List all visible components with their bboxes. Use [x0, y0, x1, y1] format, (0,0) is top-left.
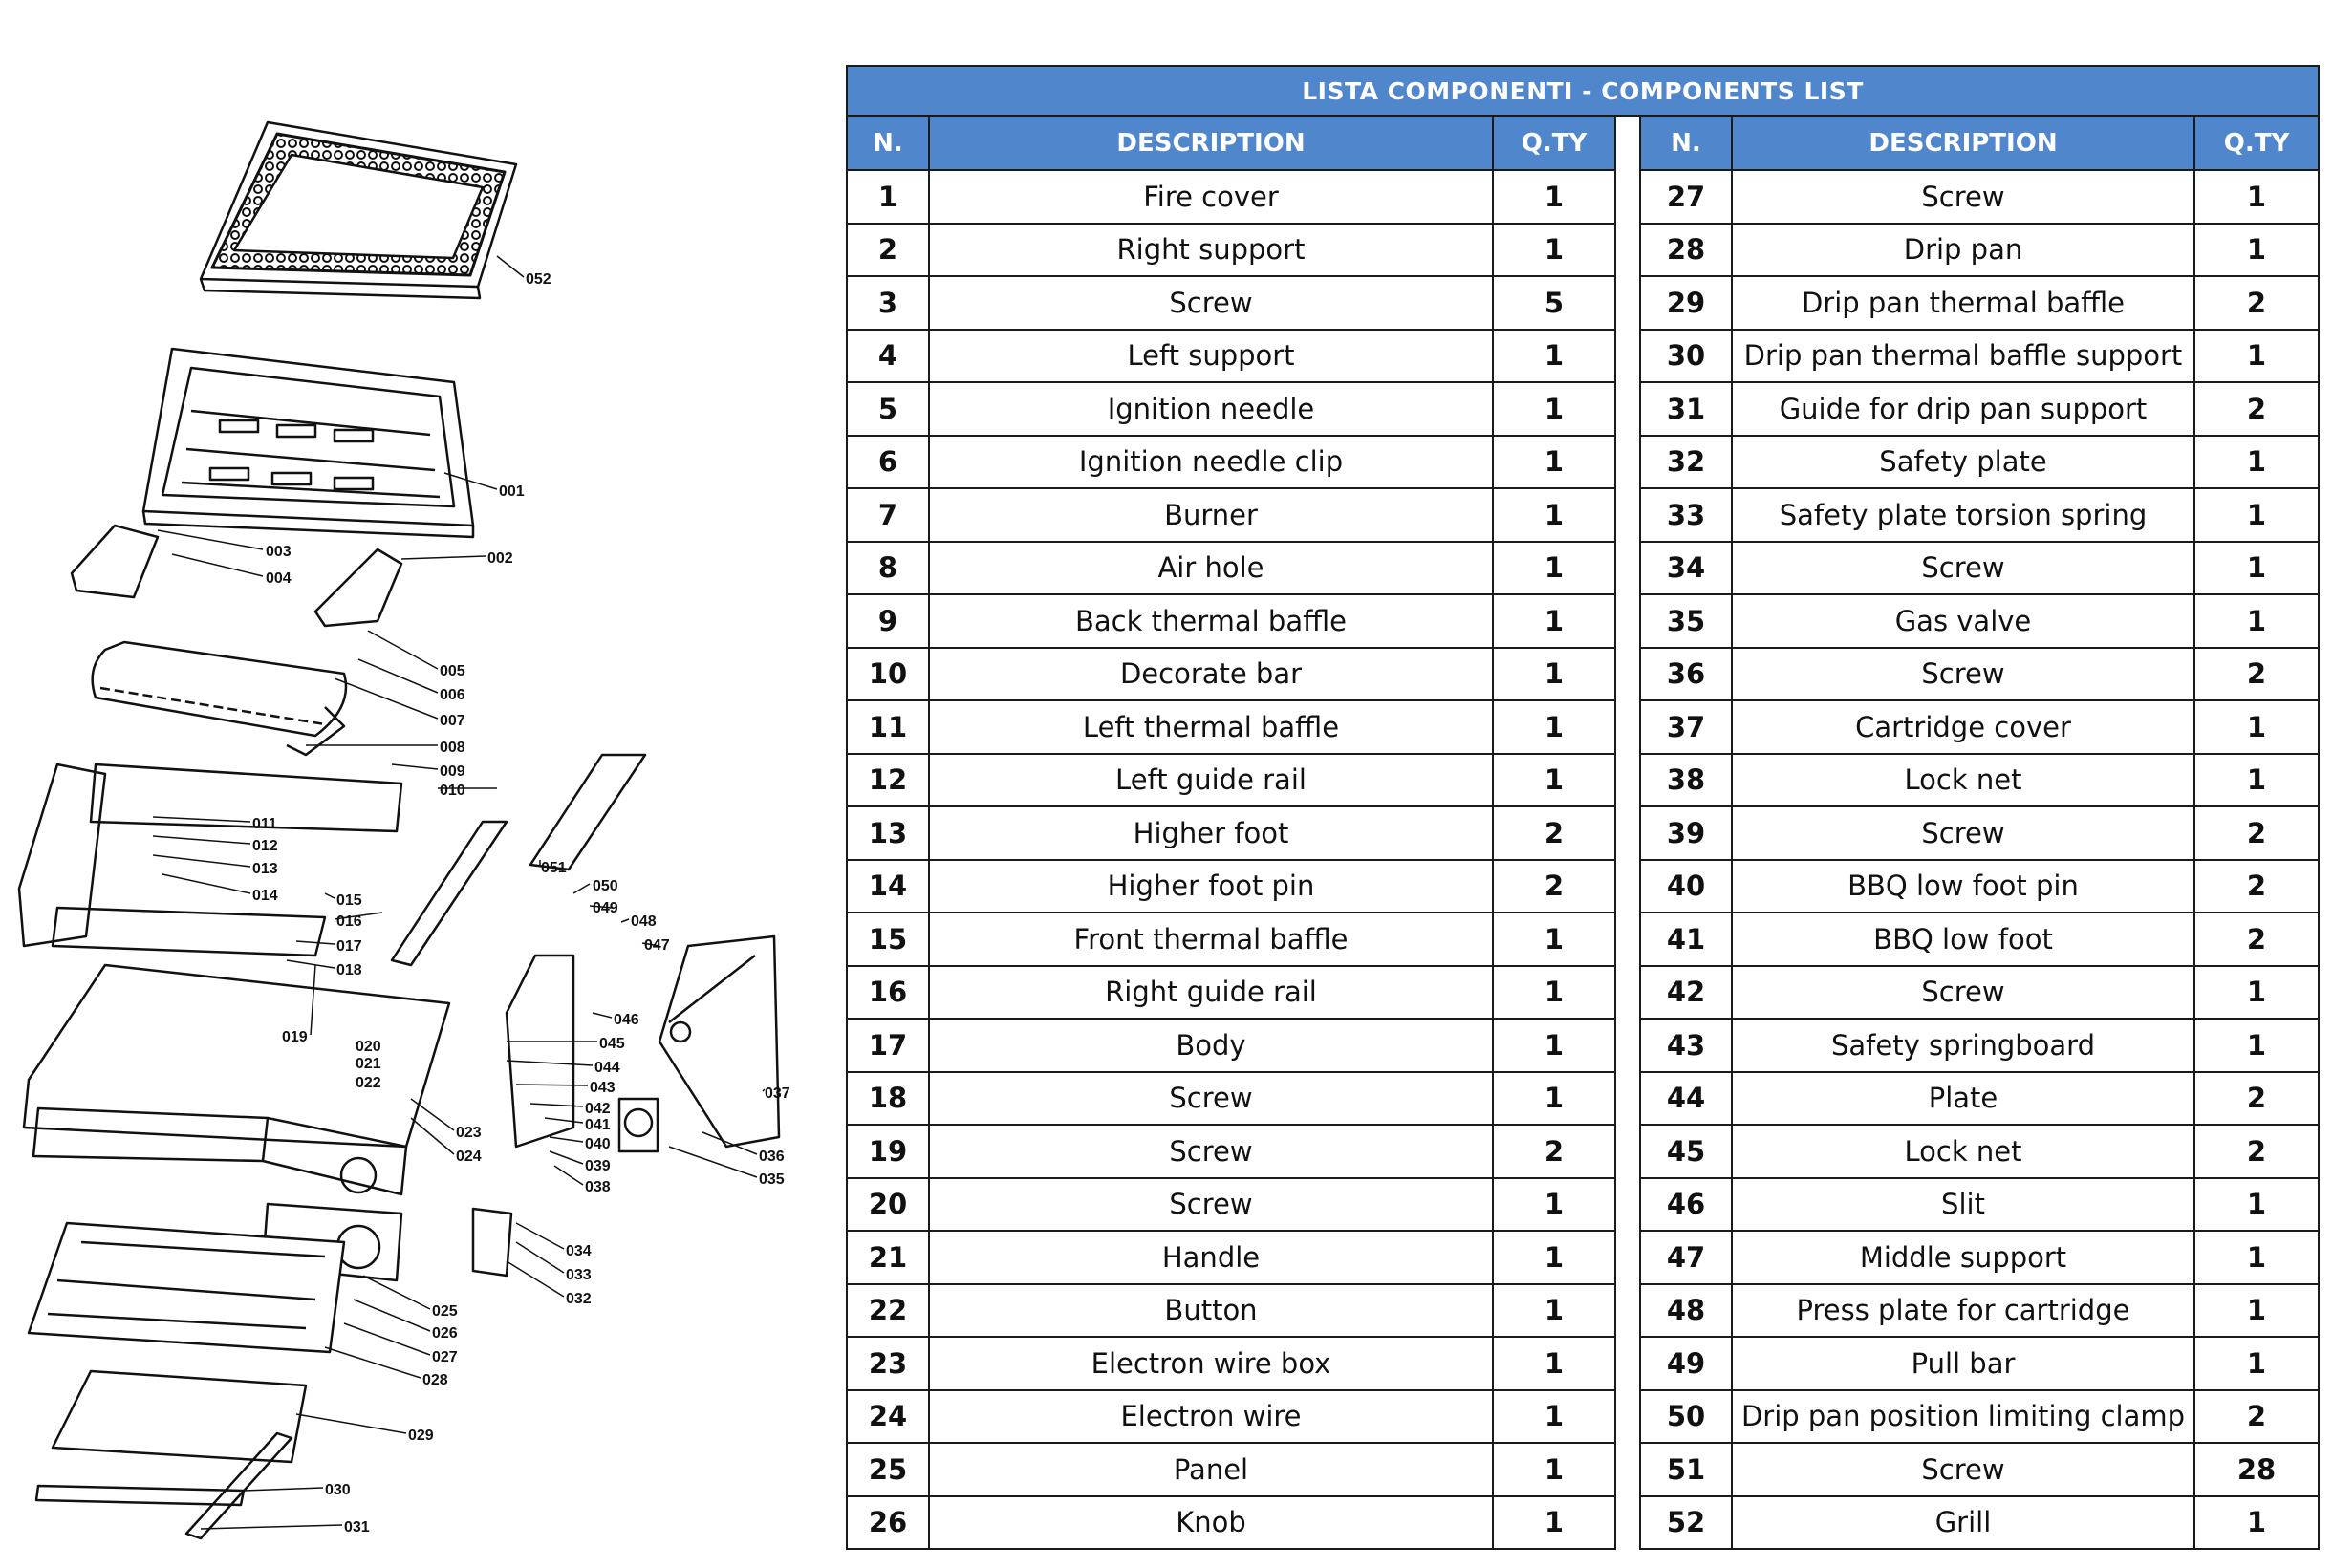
part-quantity: 1	[1493, 1390, 1615, 1444]
part-description: Slit	[1732, 1178, 2194, 1232]
callout-041: 041	[585, 1117, 611, 1133]
part-number: 49	[1640, 1337, 1732, 1390]
table-row	[847, 276, 2319, 330]
part-number: 38	[1640, 754, 1732, 807]
callout-019: 019	[282, 1029, 308, 1045]
front-thermal-baffle-part	[53, 908, 325, 956]
table-separator	[1615, 542, 1640, 595]
part-number: 1	[847, 170, 929, 224]
part-quantity: 1	[2194, 436, 2319, 489]
part-number: 37	[1640, 700, 1732, 754]
part-number: 23	[847, 1337, 929, 1390]
callout-016: 016	[336, 913, 362, 930]
part-quantity: 2	[1493, 1125, 1615, 1178]
part-number: 46	[1640, 1178, 1732, 1232]
part-description: Plate	[1732, 1072, 2194, 1126]
col-header-qty-left: Q.TY	[1493, 116, 1615, 170]
part-description: Gas valve	[1732, 594, 2194, 648]
callout-045: 045	[599, 1036, 625, 1052]
part-quantity: 1	[1493, 1231, 1615, 1284]
callout-049: 049	[593, 900, 618, 916]
table-separator	[1615, 1231, 1640, 1284]
callout-006: 006	[440, 687, 465, 703]
callout-023: 023	[456, 1125, 482, 1141]
part-number: 17	[847, 1019, 929, 1072]
part-quantity: 2	[2194, 913, 2319, 966]
part-number: 21	[847, 1231, 929, 1284]
part-quantity: 1	[1493, 1072, 1615, 1126]
part-number: 10	[847, 648, 929, 701]
table-separator	[1615, 224, 1640, 277]
part-number: 40	[1640, 860, 1732, 913]
grill-part	[201, 122, 516, 298]
part-number: 31	[1640, 382, 1732, 436]
table-separator	[1615, 754, 1640, 807]
table-separator	[1615, 1178, 1640, 1232]
table-separator	[1615, 488, 1640, 542]
part-quantity: 1	[1493, 1284, 1615, 1338]
drip-pan-support-part	[186, 1433, 292, 1538]
part-quantity: 1	[2194, 1337, 2319, 1390]
part-description: Cartridge cover	[1732, 700, 2194, 754]
part-description: Back thermal baffle	[929, 594, 1493, 648]
part-quantity: 2	[1493, 860, 1615, 913]
part-description: Higher foot	[929, 806, 1493, 860]
part-number: 50	[1640, 1390, 1732, 1444]
part-quantity: 1	[2194, 1019, 2319, 1072]
col-header-description-right: DESCRIPTION	[1732, 116, 2194, 170]
part-number: 7	[847, 488, 929, 542]
part-quantity: 1	[2194, 966, 2319, 1020]
part-number: 34	[1640, 542, 1732, 595]
part-number: 16	[847, 966, 929, 1020]
part-quantity: 28	[2194, 1443, 2319, 1496]
callout-027: 027	[432, 1349, 458, 1365]
table-row	[847, 648, 2319, 701]
part-number: 39	[1640, 806, 1732, 860]
part-description: Burner	[929, 488, 1493, 542]
part-description: Left support	[929, 330, 1493, 383]
part-quantity: 1	[1493, 542, 1615, 595]
part-description: Screw	[929, 1178, 1493, 1232]
table-row	[847, 966, 2319, 1020]
part-description: Electron wire	[929, 1390, 1493, 1444]
part-description: Pull bar	[1732, 1337, 2194, 1390]
callout-038: 038	[585, 1179, 611, 1195]
part-quantity: 1	[1493, 170, 1615, 224]
part-description: Grill	[1732, 1496, 2194, 1550]
callout-035: 035	[759, 1171, 785, 1188]
part-quantity: 1	[1493, 330, 1615, 383]
callout-017: 017	[336, 938, 362, 955]
part-description: BBQ low foot	[1732, 913, 2194, 966]
part-number: 11	[847, 700, 929, 754]
part-number: 15	[847, 913, 929, 966]
part-description: Panel	[929, 1443, 1493, 1496]
callout-010: 010	[440, 783, 465, 799]
part-quantity: 2	[2194, 1125, 2319, 1178]
part-quantity: 5	[1493, 276, 1615, 330]
part-number: 51	[1640, 1443, 1732, 1496]
part-description: Knob	[929, 1496, 1493, 1550]
part-description: Middle support	[1732, 1231, 2194, 1284]
part-number: 30	[1640, 330, 1732, 383]
part-quantity: 1	[2194, 700, 2319, 754]
part-number: 19	[847, 1125, 929, 1178]
table-separator	[1615, 1443, 1640, 1496]
exploded-view-diagram	[0, 0, 841, 1568]
cartridge-cover-part	[659, 936, 779, 1147]
part-quantity: 1	[1493, 1178, 1615, 1232]
callout-030: 030	[325, 1482, 351, 1498]
left-guide-rail-part	[392, 822, 507, 965]
part-description: Screw	[1732, 1443, 2194, 1496]
callout-048: 048	[631, 913, 657, 930]
table-row	[847, 1231, 2319, 1284]
part-description: Right guide rail	[929, 966, 1493, 1020]
callout-040: 040	[585, 1136, 611, 1152]
part-quantity: 2	[2194, 860, 2319, 913]
body-part	[24, 965, 449, 1194]
table-separator	[1615, 594, 1640, 648]
callout-044: 044	[594, 1060, 620, 1076]
components-list-table	[846, 65, 2320, 1550]
part-number: 28	[1640, 224, 1732, 277]
part-description: Drip pan	[1732, 224, 2194, 277]
callout-018: 018	[336, 962, 362, 978]
table-separator	[1615, 1390, 1640, 1444]
part-number: 41	[1640, 913, 1732, 966]
part-description: Drip pan position limiting clamp	[1732, 1390, 2194, 1444]
table-separator	[1615, 806, 1640, 860]
table-separator	[1615, 170, 1640, 224]
table-separator	[1615, 1072, 1640, 1126]
right-support-part	[315, 549, 401, 626]
part-description: Body	[929, 1019, 1493, 1072]
part-description: Front thermal baffle	[929, 913, 1493, 966]
callout-012: 012	[252, 838, 278, 854]
callout-025: 025	[432, 1303, 458, 1320]
table-row	[847, 754, 2319, 807]
part-number: 47	[1640, 1231, 1732, 1284]
part-quantity: 1	[2194, 170, 2319, 224]
part-quantity: 1	[1493, 966, 1615, 1020]
col-header-description-left: DESCRIPTION	[929, 116, 1493, 170]
table-row	[847, 1390, 2319, 1444]
part-number: 45	[1640, 1125, 1732, 1178]
table-title: LISTA COMPONENTI - COMPONENTS LIST	[847, 66, 2319, 116]
part-number: 4	[847, 330, 929, 383]
table-row	[847, 224, 2319, 277]
part-quantity: 1	[2194, 224, 2319, 277]
part-quantity: 1	[1493, 594, 1615, 648]
callout-034: 034	[566, 1243, 592, 1259]
part-description: Safety plate torsion spring	[1732, 488, 2194, 542]
part-number: 9	[847, 594, 929, 648]
part-quantity: 1	[1493, 382, 1615, 436]
part-description: Handle	[929, 1231, 1493, 1284]
table-row	[847, 1072, 2319, 1126]
burner-part	[93, 642, 346, 755]
part-quantity: 1	[1493, 488, 1615, 542]
callout-031: 031	[344, 1519, 370, 1536]
part-quantity: 1	[1493, 1019, 1615, 1072]
part-quantity: 1	[1493, 224, 1615, 277]
callout-020: 020	[356, 1039, 381, 1055]
callout-024: 024	[456, 1149, 482, 1165]
part-number: 22	[847, 1284, 929, 1338]
table-separator	[1615, 648, 1640, 701]
part-quantity: 1	[2194, 754, 2319, 807]
part-description: Decorate bar	[929, 648, 1493, 701]
part-quantity: 1	[2194, 488, 2319, 542]
part-number: 12	[847, 754, 929, 807]
callout-047: 047	[644, 937, 670, 954]
part-description: Lock net	[1732, 1125, 2194, 1178]
table-row	[847, 1496, 2319, 1550]
part-description: Drip pan thermal baffle support	[1732, 330, 2194, 383]
table-row	[847, 488, 2319, 542]
part-description: Screw	[1732, 966, 2194, 1020]
part-quantity: 1	[2194, 1284, 2319, 1338]
decorate-bar-part	[530, 755, 645, 870]
part-description: BBQ low foot pin	[1732, 860, 2194, 913]
part-description: Drip pan thermal baffle	[1732, 276, 2194, 330]
callout-013: 013	[252, 861, 278, 877]
table-separator	[1615, 1125, 1640, 1178]
callout-051: 051	[541, 860, 567, 876]
part-number: 42	[1640, 966, 1732, 1020]
callout-042: 042	[585, 1101, 611, 1117]
part-quantity: 1	[2194, 594, 2319, 648]
callout-043: 043	[590, 1080, 616, 1096]
part-description: Button	[929, 1284, 1493, 1338]
callout-021: 021	[356, 1056, 381, 1072]
part-description: Screw	[929, 276, 1493, 330]
part-description: Screw	[929, 1072, 1493, 1126]
part-description: Screw	[929, 1125, 1493, 1178]
part-number: 43	[1640, 1019, 1732, 1072]
part-quantity: 2	[2194, 648, 2319, 701]
table-row	[847, 806, 2319, 860]
callout-028: 028	[422, 1372, 448, 1388]
part-number: 26	[847, 1496, 929, 1550]
callout-037: 037	[765, 1085, 790, 1102]
table-separator	[1615, 276, 1640, 330]
table-row	[847, 1337, 2319, 1390]
callout-052: 052	[526, 271, 551, 288]
part-description: Safety springboard	[1732, 1019, 2194, 1072]
callout-004: 004	[266, 570, 292, 587]
part-number: 24	[847, 1390, 929, 1444]
callout-033: 033	[566, 1267, 592, 1283]
table-row	[847, 1284, 2319, 1338]
part-description: Screw	[1732, 648, 2194, 701]
callout-007: 007	[440, 713, 465, 729]
callout-026: 026	[432, 1325, 458, 1342]
table-separator	[1615, 913, 1640, 966]
part-description: Safety plate	[1732, 436, 2194, 489]
callout-036: 036	[759, 1149, 785, 1165]
part-number: 52	[1640, 1496, 1732, 1550]
part-number: 14	[847, 860, 929, 913]
part-number: 6	[847, 436, 929, 489]
callout-015: 015	[336, 892, 362, 909]
table-row	[847, 700, 2319, 754]
table-row	[847, 594, 2319, 648]
col-header-qty-right: Q.TY	[2194, 116, 2319, 170]
part-number: 35	[1640, 594, 1732, 648]
part-number: 18	[847, 1072, 929, 1126]
part-number: 44	[1640, 1072, 1732, 1126]
part-description: Lock net	[1732, 754, 2194, 807]
table-row	[847, 1019, 2319, 1072]
part-description: Fire cover	[929, 170, 1493, 224]
part-quantity: 1	[2194, 1496, 2319, 1550]
part-quantity: 1	[1493, 648, 1615, 701]
part-quantity: 1	[1493, 1496, 1615, 1550]
callout-003: 003	[266, 544, 292, 560]
col-header-number-left: N.	[847, 116, 929, 170]
part-number: 3	[847, 276, 929, 330]
part-quantity: 2	[2194, 1390, 2319, 1444]
table-row	[847, 913, 2319, 966]
table-row	[847, 382, 2319, 436]
part-quantity: 2	[1493, 806, 1615, 860]
part-description: Left guide rail	[929, 754, 1493, 807]
col-header-number-right: N.	[1640, 116, 1732, 170]
part-number: 32	[1640, 436, 1732, 489]
part-quantity: 1	[1493, 754, 1615, 807]
callout-005: 005	[440, 663, 465, 679]
part-number: 2	[847, 224, 929, 277]
part-quantity: 1	[2194, 330, 2319, 383]
callout-039: 039	[585, 1158, 611, 1174]
callout-029: 029	[408, 1428, 434, 1444]
callout-046: 046	[614, 1012, 639, 1028]
middle-support-part	[507, 956, 573, 1147]
callout-050: 050	[593, 878, 618, 894]
part-quantity: 2	[2194, 276, 2319, 330]
part-quantity: 1	[1493, 700, 1615, 754]
table-row	[847, 1178, 2319, 1232]
gas-valve-part	[619, 1099, 658, 1151]
part-description: Press plate for cartridge	[1732, 1284, 2194, 1338]
part-quantity: 2	[2194, 806, 2319, 860]
part-number: 13	[847, 806, 929, 860]
part-number: 8	[847, 542, 929, 595]
table-row	[847, 436, 2319, 489]
table-separator	[1615, 966, 1640, 1020]
callout-009: 009	[440, 763, 465, 780]
table-separator	[1615, 330, 1640, 383]
part-quantity: 1	[1493, 913, 1615, 966]
part-number: 5	[847, 382, 929, 436]
fire-cover-part	[143, 349, 473, 537]
table-separator	[1615, 700, 1640, 754]
table-row	[847, 542, 2319, 595]
table-separator	[1615, 116, 1640, 170]
table-row	[847, 170, 2319, 224]
callout-002: 002	[487, 550, 513, 567]
part-description: Screw	[1732, 170, 2194, 224]
part-description: Electron wire box	[929, 1337, 1493, 1390]
table-separator	[1615, 1337, 1640, 1390]
table-separator	[1615, 860, 1640, 913]
callout-001: 001	[499, 483, 525, 500]
part-number: 33	[1640, 488, 1732, 542]
part-description: Screw	[1732, 542, 2194, 595]
table-separator	[1615, 382, 1640, 436]
table-row	[847, 1125, 2319, 1178]
part-quantity: 2	[2194, 382, 2319, 436]
part-description: Left thermal baffle	[929, 700, 1493, 754]
part-description: Ignition needle clip	[929, 436, 1493, 489]
part-number: 20	[847, 1178, 929, 1232]
callout-014: 014	[252, 888, 278, 904]
table-separator	[1615, 436, 1640, 489]
callout-032: 032	[566, 1291, 592, 1307]
table-separator	[1615, 1019, 1640, 1072]
part-number: 27	[1640, 170, 1732, 224]
part-description: Right support	[929, 224, 1493, 277]
drip-pan-thermal-baffle-part	[53, 1371, 306, 1462]
callout-011: 011	[252, 816, 277, 832]
part-quantity: 1	[1493, 436, 1615, 489]
part-number: 36	[1640, 648, 1732, 701]
part-quantity: 1	[2194, 1178, 2319, 1232]
part-number: 25	[847, 1443, 929, 1496]
part-quantity: 2	[2194, 1072, 2319, 1126]
table-separator	[1615, 1496, 1640, 1550]
part-description: Higher foot pin	[929, 860, 1493, 913]
part-number: 48	[1640, 1284, 1732, 1338]
table-separator	[1615, 1284, 1640, 1338]
table-row	[847, 860, 2319, 913]
part-description: Ignition needle	[929, 382, 1493, 436]
part-description: Screw	[1732, 806, 2194, 860]
callout-022: 022	[356, 1075, 381, 1091]
safety-plate-part	[473, 1209, 511, 1276]
part-quantity: 1	[1493, 1443, 1615, 1496]
drip-pan-part	[29, 1223, 344, 1352]
table-row	[847, 1443, 2319, 1496]
part-quantity: 1	[2194, 542, 2319, 595]
part-number: 29	[1640, 276, 1732, 330]
part-description: Air hole	[929, 542, 1493, 595]
part-quantity: 1	[2194, 1231, 2319, 1284]
part-description: Guide for drip pan support	[1732, 382, 2194, 436]
part-quantity: 1	[1493, 1337, 1615, 1390]
table-row	[847, 330, 2319, 383]
left-support-part	[72, 526, 158, 597]
callout-008: 008	[440, 740, 465, 756]
guide-drip-pan-support-part	[36, 1486, 244, 1505]
